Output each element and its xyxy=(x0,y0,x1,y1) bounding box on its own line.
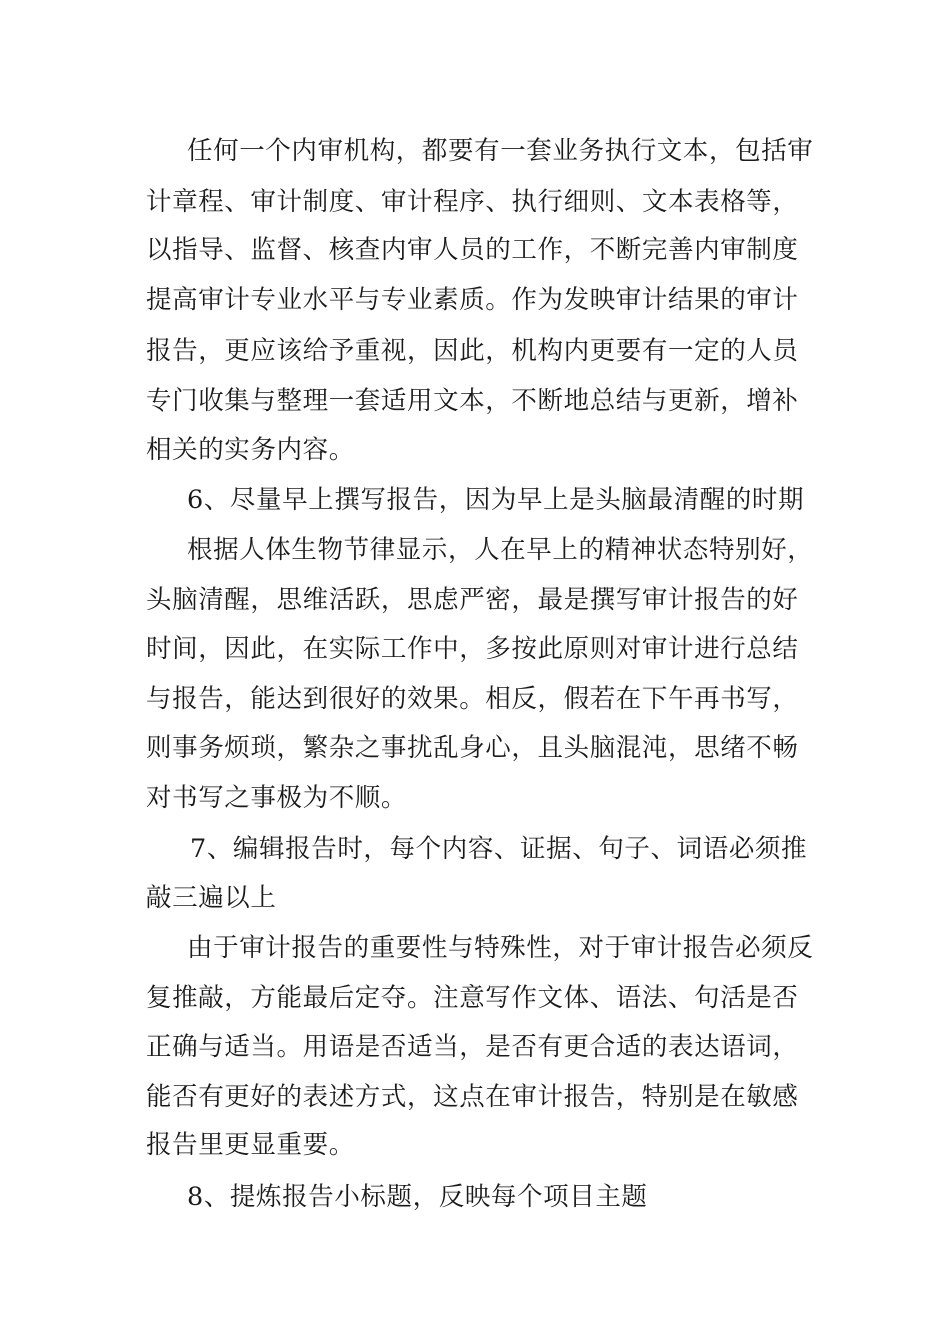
paragraph-line: 头脑清醒，思维活跃，思虑严密，最是撰写审计报告的好 xyxy=(146,585,799,615)
section-heading-7: 7、编辑报告时，每个内容、证据、句子、词语必须推 xyxy=(190,834,808,864)
paragraph-line: 报告里更显重要。 xyxy=(146,1130,355,1160)
paragraph-line: 任何一个内审机构，都要有一套业务执行文本，包括审 xyxy=(187,136,814,166)
paragraph-line: 相关的实务内容。 xyxy=(146,435,355,465)
paragraph-line: 时间，因此，在实际工作中，多按此原则对审计进行总结 xyxy=(146,634,799,664)
paragraph-line: 以指导、监督、核查内审人员的工作，不断完善内审制度 xyxy=(146,235,799,265)
paragraph-line: 提高审计专业水平与专业素质。作为发映审计结果的审计 xyxy=(146,285,799,315)
paragraph-line: 对书写之事极为不顺。 xyxy=(146,783,408,813)
section-heading-7-cont: 敲三遍以上 xyxy=(146,883,277,913)
paragraph-line: 计章程、审计制度、审计程序、执行细则、文本表格等， xyxy=(146,187,799,217)
paragraph-line: 由于审计报告的重要性与特殊性，对于审计报告必须反 xyxy=(187,933,814,963)
paragraph-line: 专门收集与整理一套适用文本，不断地总结与更新，增补 xyxy=(146,386,799,416)
paragraph-line: 根据人体生物节律显示，人在早上的精神状态特别好， xyxy=(187,535,814,565)
paragraph-line: 则事务烦琐，繁杂之事扰乱身心，且头脑混沌，思绪不畅 xyxy=(146,733,799,763)
paragraph-line: 复推敲，方能最后定夺。注意写作文体、语法、句活是否 xyxy=(146,983,799,1013)
paragraph-line: 正确与适当。用语是否适当，是否有更合适的表达语词， xyxy=(146,1032,799,1062)
paragraph-line: 与报告，能达到很好的效果。相反，假若在下午再书写， xyxy=(146,684,799,714)
paragraph-line: 能否有更好的表述方式，这点在审计报告，特别是在敏感 xyxy=(146,1082,799,1112)
section-heading-8: 8、提炼报告小标题，反映每个项目主题 xyxy=(187,1182,648,1212)
paragraph-line: 报告，更应该给予重视，因此，机构内更要有一定的人员 xyxy=(146,336,799,366)
section-heading-6: 6、尽量早上撰写报告，因为早上是头脑最清醒的时期 xyxy=(187,485,805,515)
